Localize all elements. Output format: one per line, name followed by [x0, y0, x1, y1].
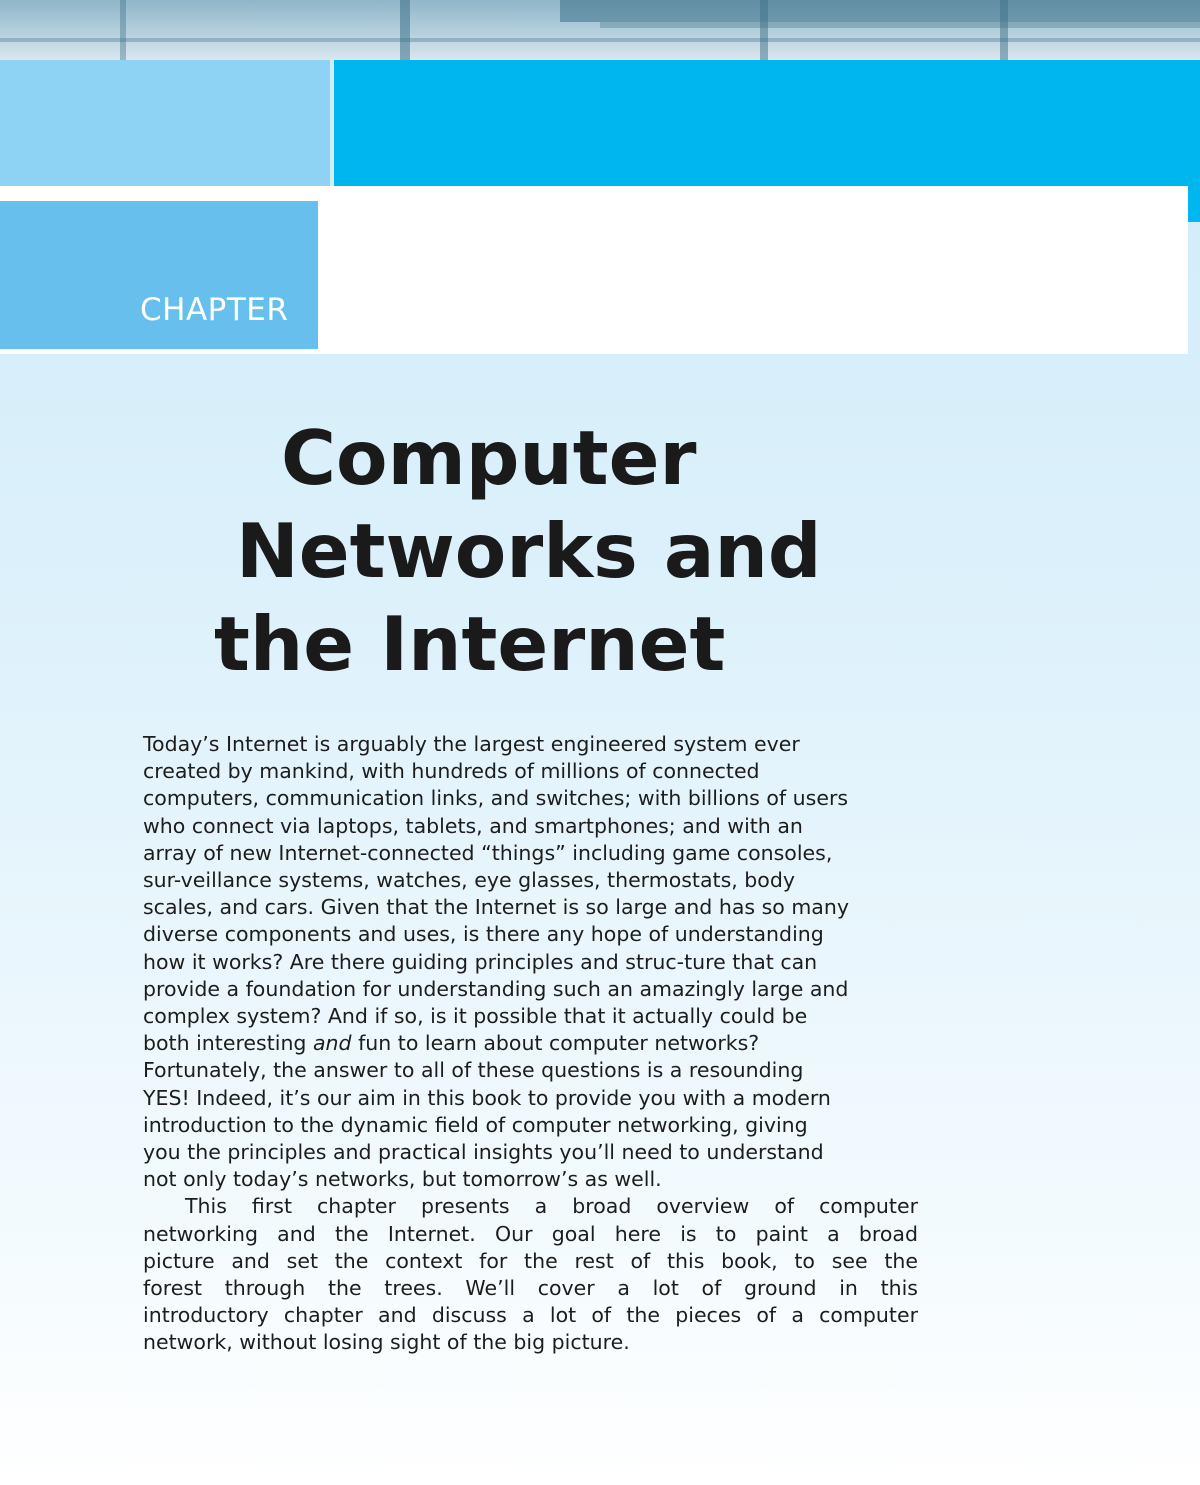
- paragraph-line: created by mankind, with hundreds of millions of connected: [143, 759, 760, 784]
- text-run: both interesting: [143, 1031, 313, 1056]
- header-block-light: [0, 60, 330, 186]
- title-line-1: Computer: [281, 414, 697, 502]
- emphasis-text: and: [312, 1031, 352, 1056]
- header-block-bright: [334, 60, 1200, 186]
- paragraph-line: diverse components and uses, is there any hope of understanding: [143, 922, 824, 947]
- paragraph-line: you the principles and practical insights you’ll need to understand: [143, 1140, 824, 1165]
- paragraph-line: picture and set the context for the rest of this book, to see the: [143, 1248, 918, 1273]
- chapter-label: CHAPTER: [140, 292, 289, 328]
- body-text: [143, 731, 918, 1357]
- paragraph-line: network, without losing sight of the big picture.: [143, 1330, 630, 1355]
- chapter-title: [0, 412, 1080, 691]
- paragraph-line: scales, and cars. Given that the Internet is so large and has so many: [143, 895, 849, 920]
- paragraph-line: This first chapter presents a broad overview of computer: [185, 1194, 918, 1219]
- paragraph-line: not only today’s networks, but tomorrow’s as well.: [143, 1167, 662, 1192]
- paragraph-line: Fortunately, the answer to all of these questions is a resounding: [143, 1058, 804, 1083]
- paragraph-line: YES! Indeed, it’s our aim in this book to provide you with a modern: [143, 1085, 831, 1110]
- paragraph-line: introductory chapter and discuss a lot of the pieces of a computer: [143, 1303, 918, 1328]
- text-run: fun to learn about computer networks?: [351, 1031, 760, 1056]
- title-line-3: the Internet: [214, 600, 726, 688]
- header-photo: [0, 0, 1200, 60]
- paragraph-line: who connect via laptops, tablets, and smartphones; and with an: [143, 813, 803, 838]
- paragraph-line: how it works? Are there guiding principles and struc-ture that can: [143, 949, 818, 974]
- paragraph-line-with-emphasis: [143, 1030, 918, 1057]
- paragraph-line: introduction to the dynamic field of computer networking, giving: [143, 1112, 808, 1137]
- paragraph-line: networking and the Internet. Our goal here is to paint a broad: [143, 1221, 918, 1246]
- paragraph-line: complex system? And if so, is it possible that it actually could be: [143, 1004, 808, 1029]
- paragraph-line: array of new Internet-connected “things” including game consoles,: [143, 840, 833, 865]
- header-edge-accent: [1188, 186, 1200, 222]
- paragraph-line: computers, communication links, and switches; with billions of users: [143, 786, 849, 811]
- title-line-2: Networks and: [236, 507, 822, 595]
- paragraph-line: forest through the trees. We’ll cover a lot of ground in this: [143, 1276, 918, 1301]
- paragraph-line: provide a foundation for understanding such an amazingly large and: [143, 976, 849, 1001]
- paragraph-line: Today’s Internet is arguably the largest engineered system ever: [143, 732, 800, 756]
- paragraph-line: sur-veillance systems, watches, eye glasses, thermostats, body: [143, 868, 795, 893]
